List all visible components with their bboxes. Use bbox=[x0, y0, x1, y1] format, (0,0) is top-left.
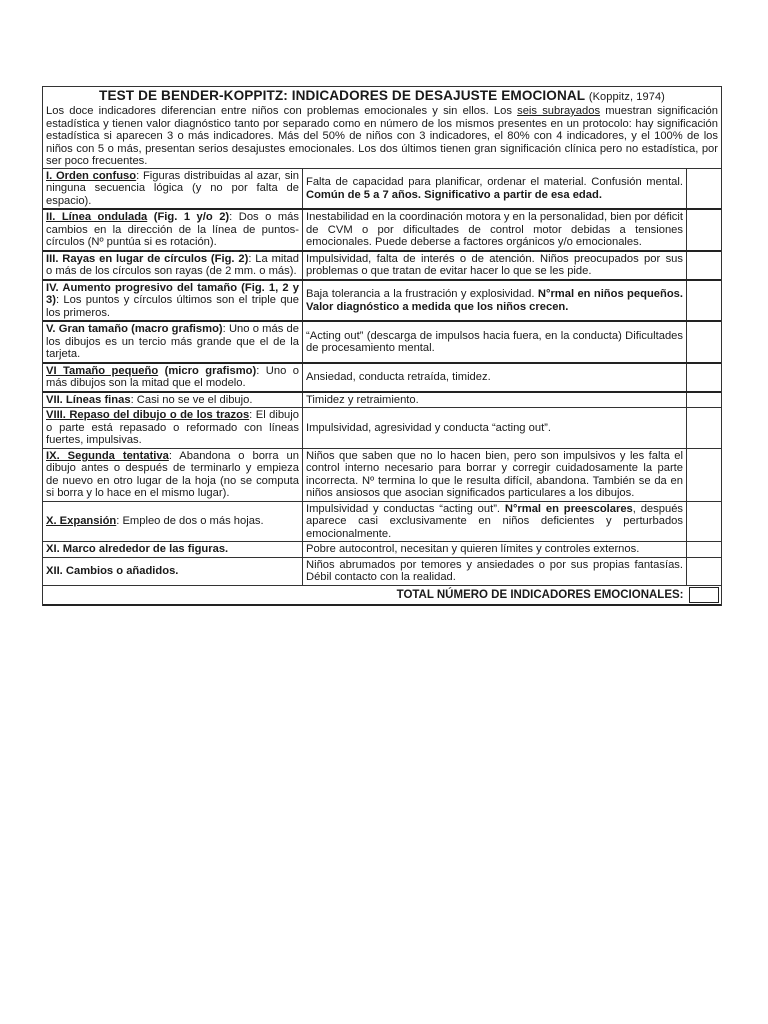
indicator-criterion: : Los puntos y círculos últimos son el triple que los primeros. bbox=[46, 294, 299, 319]
indicator-meaning: Pobre autocontrol, necesitan y quieren límites y controles externos. bbox=[306, 543, 640, 556]
total-label: TOTAL NÚMERO DE INDICADORES EMOCIONALES: bbox=[43, 585, 687, 605]
table-row bbox=[43, 542, 721, 558]
indicator-meaning-cell bbox=[303, 280, 687, 322]
indicator-label-suffix: (Fig. 1 y/o 2) bbox=[147, 211, 230, 224]
title-text: TEST DE BENDER-KOPPITZ: INDICADORES DE DESAJUSTE EMOCIONAL bbox=[99, 88, 585, 103]
score-box[interactable] bbox=[687, 251, 722, 280]
intro-part2: muestran significación estadística y tienen valor diagnóstico tanto por separado como en número de los mismos presentes en un protocolo: hay significación estadística si aparecen 3 o más indicadores. Más del 50% de niños con 3 indicadores, el 80% con 4 indicadores, y el 100% de los niños con 5 o más, presentan serios desajustes emocionales. Los dos últimos tienen gran significación clínica pero no estadística, por ser poco frecuentes. bbox=[46, 105, 719, 168]
indicator-meaning: Inestabilidad en la coordinación motora y en la personalidad, bien por déficit de CVM o por dificultades de control motor debidas a tensiones emocionales. Puede deberse a factores orgánicos y/o emocionales. bbox=[306, 211, 683, 249]
indicator-meaning: Niños que saben que no lo hacen bien, pero son impulsivos y les falta el control interno necesario para borrar y corregir cuidadosamente la parte incorrecta. Nº termina lo que le resulta difícil, abandona. También se da en niños ansiosos que asocian significados particulares a los dibujos. bbox=[306, 449, 683, 500]
indicator-meaning: Niños abrumados por temores y ansiedades o por sus propias fantasías. Débil contacto con la realidad. bbox=[306, 558, 683, 584]
indicator-label-text: XII. Cambios o añadidos. bbox=[46, 565, 179, 578]
indicator-label-text: VIII. Repaso del dibujo o de los trazos bbox=[46, 409, 250, 422]
indicator-name-cell bbox=[43, 251, 303, 280]
table-row bbox=[43, 448, 721, 501]
indicator-meaning: Impulsividad, agresividad y conducta “acting out”. bbox=[306, 421, 552, 434]
indicator-label bbox=[46, 323, 223, 335]
indicator-name-cell bbox=[43, 557, 303, 585]
indicator-criterion: : Uno o más dibujos son la mitad que el modelo. bbox=[46, 364, 299, 390]
total-score-box[interactable] bbox=[687, 585, 722, 605]
indicator-criterion: : Casi no se ve el dibujo. bbox=[130, 393, 253, 406]
page-title bbox=[46, 88, 718, 105]
indicator-meaning-bold: N°rmal en niños pequeños. Valor diagnóstico a medida que los niños crecen. bbox=[306, 288, 683, 313]
indicator-criterion: : Abandona o borra un dibujo antes o después de terminarlo y empieza de nuevo en otro lugar de la hoja (no se computa si borra y lo hace en el mismo lugar). bbox=[46, 449, 299, 500]
score-box[interactable] bbox=[687, 169, 722, 210]
indicator-label-suffix: (micro grafismo) bbox=[158, 364, 257, 377]
table-row bbox=[43, 280, 721, 322]
indicator-criterion: : Empleo de dos o más hojas. bbox=[116, 515, 264, 528]
document-table bbox=[42, 86, 722, 606]
indicator-meaning-cell bbox=[303, 209, 687, 251]
indicator-label bbox=[46, 450, 169, 462]
indicator-label bbox=[46, 211, 229, 223]
indicator-meaning: Baja tolerancia a la frustración y explosividad. bbox=[306, 288, 538, 301]
indicator-label-text: IV. Aumento progresivo del tamaño (Fig. 1, 2 y 3) bbox=[46, 281, 299, 307]
table-row bbox=[43, 501, 721, 542]
indicator-label-text: XI. Marco alrededor de las figuras. bbox=[46, 543, 229, 556]
indicator-label bbox=[46, 409, 249, 421]
indicator-label bbox=[46, 394, 131, 406]
title-citation: (Koppitz, 1974) bbox=[588, 91, 665, 103]
indicator-label bbox=[46, 170, 136, 182]
indicator-label-text: VII. Líneas finas bbox=[46, 393, 131, 406]
indicator-label bbox=[46, 543, 228, 555]
score-box[interactable] bbox=[687, 392, 722, 408]
indicator-meaning: Impulsividad, falta de interés o de atención. Niños preocupados por sus problemas o que tratan de evitar hacer lo que se les pide. bbox=[306, 252, 683, 278]
indicator-meaning: “Acting out” (descarga de impulsos hacia fuera, en la conducta) Dificultades de procesamiento mental. bbox=[306, 329, 683, 355]
indicator-meaning-after: , después aparece casi exclusivamente en niños deficientes y perturbados emocionalmente. bbox=[306, 502, 684, 540]
score-box[interactable] bbox=[687, 321, 722, 363]
indicator-name-cell bbox=[43, 363, 303, 392]
table-row bbox=[43, 321, 721, 363]
indicator-name-cell bbox=[43, 392, 303, 408]
score-box[interactable] bbox=[687, 542, 722, 558]
indicator-label-text: III. Rayas en lugar de círculos (Fig. 2) bbox=[46, 252, 249, 265]
document-header bbox=[43, 87, 721, 169]
score-box[interactable] bbox=[687, 363, 722, 392]
indicator-label bbox=[46, 365, 256, 377]
indicator-meaning: Impulsividad y conductas “acting out”. bbox=[306, 502, 505, 515]
score-box[interactable] bbox=[687, 280, 722, 322]
indicator-name-cell bbox=[43, 169, 303, 210]
table-row bbox=[43, 169, 721, 210]
indicator-meaning-cell bbox=[303, 542, 687, 558]
table-row bbox=[43, 557, 721, 585]
indicator-meaning-cell bbox=[303, 169, 687, 210]
indicator-meaning-cell bbox=[303, 251, 687, 280]
indicator-name-cell bbox=[43, 501, 303, 542]
indicator-name-cell bbox=[43, 209, 303, 251]
total-row bbox=[43, 585, 721, 605]
indicator-name-cell bbox=[43, 408, 303, 449]
intro-paragraph bbox=[46, 105, 718, 168]
indicator-name-cell bbox=[43, 448, 303, 501]
indicator-criterion: : La mitad o más de los círculos son rayas (de 2 mm. o más). bbox=[46, 252, 299, 278]
indicator-meaning-bold: Común de 5 a 7 años. Significativo a partir de esa edad. bbox=[306, 188, 602, 201]
indicator-label-text: X. Expansión bbox=[46, 515, 117, 528]
table-row bbox=[43, 392, 721, 408]
table-row bbox=[43, 209, 721, 251]
indicator-criterion: : Uno o más de los dibujos es un tercio más grande que el de la tarjeta. bbox=[46, 323, 299, 361]
indicator-label-text: I. Orden confuso bbox=[46, 169, 137, 182]
indicator-label-text: II. Línea ondulada bbox=[46, 211, 148, 224]
indicator-label-text: VI Tamaño pequeño bbox=[46, 364, 159, 377]
indicator-meaning-cell bbox=[303, 408, 687, 449]
score-box[interactable] bbox=[687, 501, 722, 542]
indicator-name-cell bbox=[43, 280, 303, 322]
indicator-meaning-bold: N°rmal en preescolares bbox=[504, 502, 633, 515]
indicator-criterion: : Figuras distribuidas al azar, sin ninguna secuencia lógica (y no por falta de espacio). bbox=[46, 169, 299, 207]
table-row bbox=[43, 251, 721, 280]
score-box[interactable] bbox=[687, 408, 722, 449]
indicator-name-cell bbox=[43, 321, 303, 363]
indicator-name-cell bbox=[43, 542, 303, 558]
indicator-meaning-cell bbox=[303, 392, 687, 408]
indicator-meaning: Timidez y retraimiento. bbox=[306, 393, 419, 406]
indicator-label-text: V. Gran tamaño (macro grafismo) bbox=[46, 323, 223, 336]
indicator-meaning-cell bbox=[303, 321, 687, 363]
score-box[interactable] bbox=[687, 557, 722, 585]
indicator-meaning-cell bbox=[303, 363, 687, 392]
indicators-table bbox=[43, 169, 721, 606]
indicator-label-text: IX. Segunda tentativa bbox=[46, 449, 169, 462]
indicator-criterion: : El dibujo o parte está repasado o reformado con líneas fuertes, impulsivas. bbox=[46, 409, 299, 447]
table-row bbox=[43, 363, 721, 392]
indicator-label bbox=[46, 565, 178, 577]
indicator-meaning-cell bbox=[303, 557, 687, 585]
indicator-label bbox=[46, 253, 248, 265]
intro-part1: Los doce indicadores diferencian entre niños con problemas emocionales y sin ellos. Los bbox=[46, 105, 518, 117]
total-score-field[interactable] bbox=[689, 587, 720, 603]
score-box[interactable] bbox=[687, 209, 722, 251]
table-row bbox=[43, 408, 721, 449]
indicator-criterion: : Dos o más cambios en la dirección de la línea de puntos-círculos (Nº puntúa si es rotación). bbox=[46, 211, 299, 249]
intro-underlined: seis subrayados bbox=[517, 105, 601, 117]
indicator-meaning: Falta de capacidad para planificar, ordenar el material. Confusión mental. bbox=[306, 176, 683, 189]
indicator-meaning: Ansiedad, conducta retraída, timidez. bbox=[306, 371, 491, 384]
indicator-meaning-cell bbox=[303, 448, 687, 501]
score-box[interactable] bbox=[687, 448, 722, 501]
indicator-meaning-cell bbox=[303, 501, 687, 542]
indicator-label bbox=[46, 515, 116, 527]
